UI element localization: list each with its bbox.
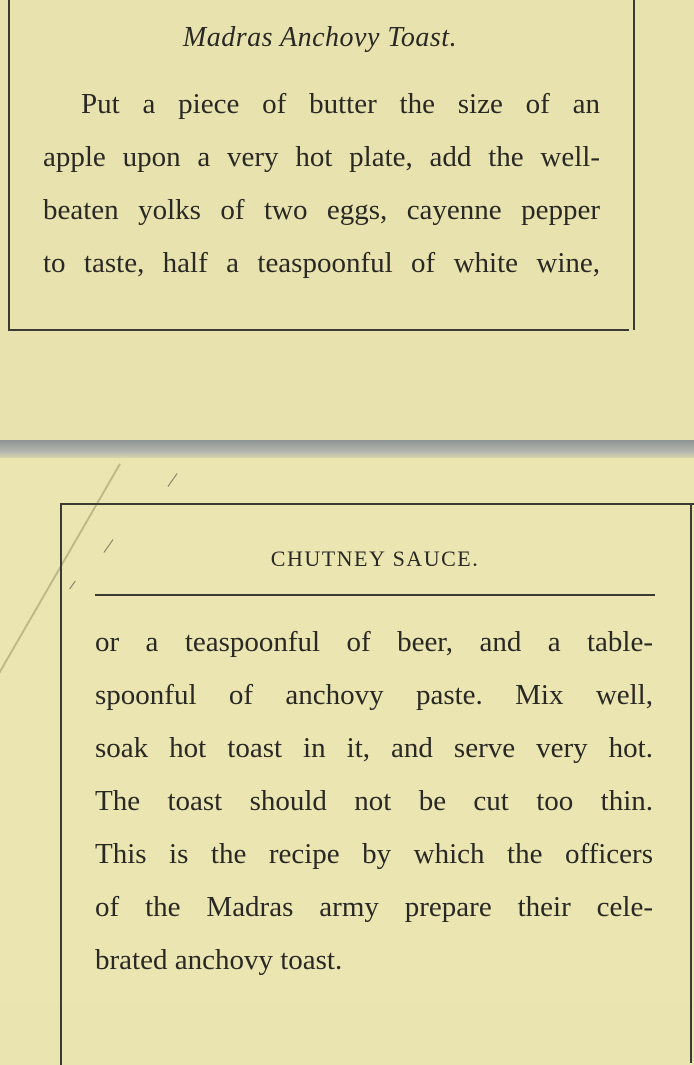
top-page: [0, 0, 694, 440]
text-line: spoonful of anchovy paste. Mix well,: [95, 679, 653, 711]
bottom-page-frame-right-rule: [690, 503, 692, 1063]
text-line: Put a piece of butter the size of an: [81, 88, 600, 120]
running-header: CHUTNEY SAUCE.: [270, 546, 480, 571]
text-line: beaten yolks of two eggs, cayenne pepper: [43, 194, 600, 226]
recipe-title: Madras Anchovy Toast.: [182, 22, 458, 53]
text-line: This is the recipe by which the officers: [95, 838, 653, 870]
text-line: of the Madras army prepare their cele-: [95, 891, 653, 923]
text-line: brated anchovy toast.: [95, 944, 343, 976]
pencil-mark: [168, 473, 178, 487]
text-line: to taste, half a teaspoonful of white wine,: [43, 247, 600, 279]
bottom-page: [0, 458, 694, 1004]
text-line: apple upon a very hot plate, add the well-: [43, 141, 600, 173]
top-page-frame-bottom-rule: [8, 329, 629, 331]
text-line: or a teaspoonful of beer, and a table-: [95, 626, 653, 658]
body-paragraph: [95, 616, 653, 987]
recipe-paragraph: [43, 78, 600, 290]
scan-divider: [0, 440, 694, 458]
text-line: The toast should not be cut too thin.: [95, 785, 653, 817]
header-rule: [95, 594, 655, 596]
text-line: soak hot toast in it, and serve very hot.: [95, 732, 653, 764]
